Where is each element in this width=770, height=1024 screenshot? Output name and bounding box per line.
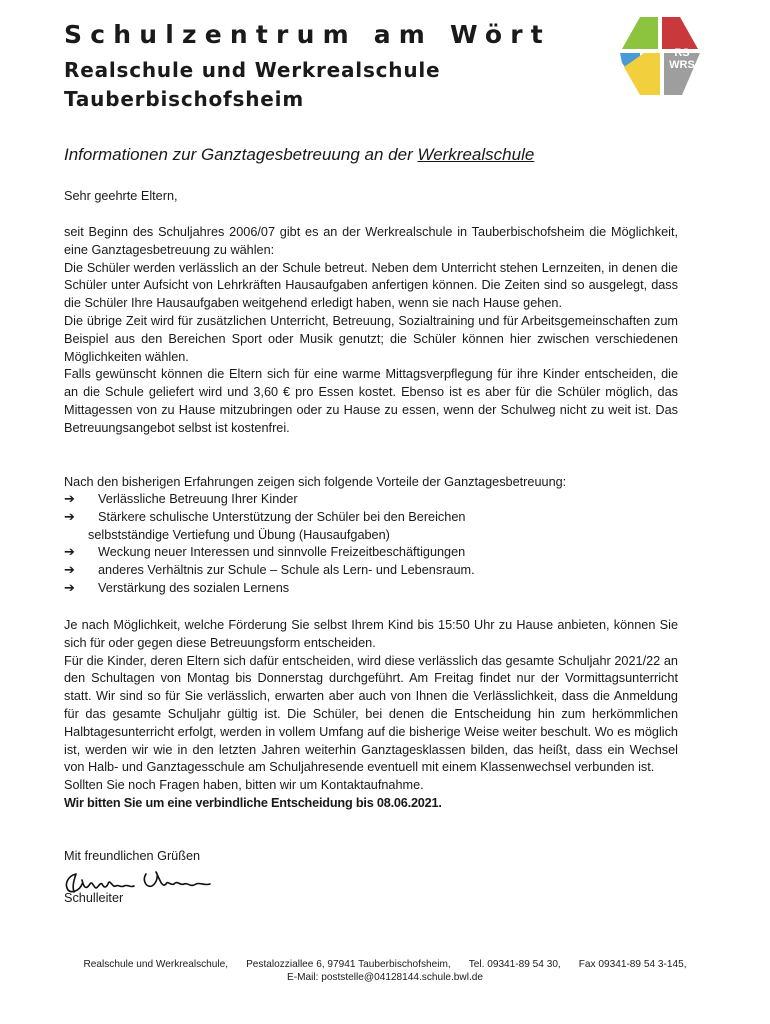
arrow-right-icon: ➔ [64, 545, 75, 561]
decision-paragraph: Für die Kinder, deren Eltern sich dafür entscheiden, wird diese verlässlich das gesamte Schuljahr 2021/22 an den Schultagen von Montag bis Donnerstag durchgeführt. Am Freitag findet nur der Vormittagsunterricht statt. Wir sind so für Sie verlässlich, erwarten aber auch von Ihnen die Verlässlichkeit, dass die Anmeldung für das gesamte Schuljahr gültig ist. Die Schüler, bei denen die Entscheidung hin zum herkömmlichen Halbtagesunterricht erfolgt, werden in vollem Umfang auf die bisherige Weise weiter beschult. Wo es möglich ist, werden wir wie in den letzten Jahren weiterhin Ganztagesklassen bilden, das heißt, dass ein Wechsel von Halb- und Ganztagesschule am Schuljahresende eventuell mit einem Klassenwechsel verbunden ist. [64, 653, 678, 775]
list-item-text: Verlässliche Betreuung Ihrer Kinder [98, 492, 298, 506]
list-item-text: Verstärkung des sozialen Lernens [98, 580, 290, 595]
advantages-list [64, 491, 678, 598]
advantages-intro: Nach den bisherigen Erfahrungen zeigen sich folgende Vorteile der Ganztagesbetreuung: [64, 475, 567, 489]
list-item-text: Weckung neuer Interessen und sinnvolle Freizeitbeschäftigungen [98, 545, 466, 560]
list-item-continuation [64, 527, 678, 545]
arrow-right-icon: ➔ [64, 563, 75, 579]
footer-fax: Fax 09341-89 54 3-145, [578, 959, 687, 970]
closing-regards: Mit freundlichen Grüßen [64, 849, 201, 863]
school-type: Realschule und Werkrealschule [64, 58, 441, 82]
logo-text-wrs: WRS [669, 59, 695, 71]
page-footer [0, 958, 770, 984]
signer-role: Schulleiter [64, 891, 124, 905]
list-item [64, 580, 678, 598]
decision-section [64, 617, 678, 813]
salutation: Sehr geehrte Eltern, [64, 189, 178, 203]
subject-emphasis: Werkrealschule [417, 145, 535, 164]
logo-text-rs: RS [674, 47, 690, 59]
list-item-text: Stärkere schulische Unterstützung der Schüler bei den Bereichen [98, 509, 466, 524]
intro-paragraph: Falls gewünscht können die Eltern sich für eine warme Mittagsverpflegung für ihre Kinder entscheiden, die an die Schule geliefert wird und 3,60 € pro Essen kostet. Ebenso ist es aber für die Schüler möglich, das Mittagessen von zu Hause mitzubringen oder zu Hause zu essen, wenn der Schulweg nicht zu weit ist. Das Betreuungsangebot selbst ist kostenfrei. [64, 367, 678, 435]
intro-paragraph: Die übrige Zeit wird für zusätzlichen Unterricht, Betreuung, Sozialtraining und für Arbeitsgemeinschaften zum Beispiel aus den Bereichen Sport oder Musik genutzt; die Schüler können hier zwischen verschiedenen Möglichkeiten wählen. [64, 313, 678, 364]
footer-email: E-Mail: poststelle@04128144.schule.bwl.de [287, 972, 483, 983]
decision-paragraph: Je nach Möglichkeit, welche Förderung Sie selbst Ihrem Kind bis 15:50 Uhr zu Hause anbieten, können Sie sich für oder gegen diese Betreuungsform entscheiden. [64, 618, 678, 650]
arrow-right-icon: ➔ [64, 580, 75, 596]
intro-paragraph: Die Schüler werden verlässlich an der Schule betreut. Neben dem Unterricht stehen Lernzeiten, in denen die Schüler unter Aufsicht von Lehrkräften Hausaufgaben anfertigen können. Die Zeiten sind so ausgelegt, dass die Schüler Ihre Hausaufgaben weitgehend erledigt haben, wenn sie nach Hause gehen. [64, 260, 678, 311]
school-name: Schulzentrum am Wört [64, 20, 551, 49]
deadline-notice: Wir bitten Sie um eine verbindliche Entscheidung bis 08.06.2021. [64, 795, 442, 810]
list-item [64, 509, 678, 527]
arrow-right-icon: ➔ [64, 509, 75, 525]
list-item-text: anderes Verhältnis zur Schule – Schule als Lern- und Lebensraum. [98, 563, 475, 578]
footer-phone: Tel. 09341-89 54 30, [468, 959, 561, 970]
arrow-right-icon: ➔ [64, 492, 75, 507]
list-item [64, 491, 678, 509]
decision-paragraph: Sollten Sie noch Fragen haben, bitten wir um Kontaktaufnahme. [64, 778, 424, 793]
list-item [64, 544, 678, 562]
logo-segment-red [662, 17, 698, 49]
intro-section [64, 224, 678, 438]
subject-prefix: Informationen zur Ganztagesbetreuung an der [64, 145, 418, 164]
footer-address: Pestalozziallee 6, 97941 Tauberbischofsheim, [246, 959, 451, 970]
school-logo [620, 15, 700, 97]
school-location: Tauberbischofsheim [64, 87, 304, 111]
logo-segment-green [622, 17, 658, 49]
letter-subject [64, 145, 534, 165]
footer-school: Realschule und Werkrealschule, [83, 959, 229, 970]
intro-paragraph: seit Beginn des Schuljahres 2006/07 gibt es an der Werkrealschule in Tauberbischofsheim die Möglichkeit, eine Ganztagesbetreuung zu wählen: [64, 225, 678, 257]
list-item-text: selbstständige Vertiefung und Übung (Hausaufgaben) [88, 527, 390, 542]
list-item [64, 562, 678, 580]
